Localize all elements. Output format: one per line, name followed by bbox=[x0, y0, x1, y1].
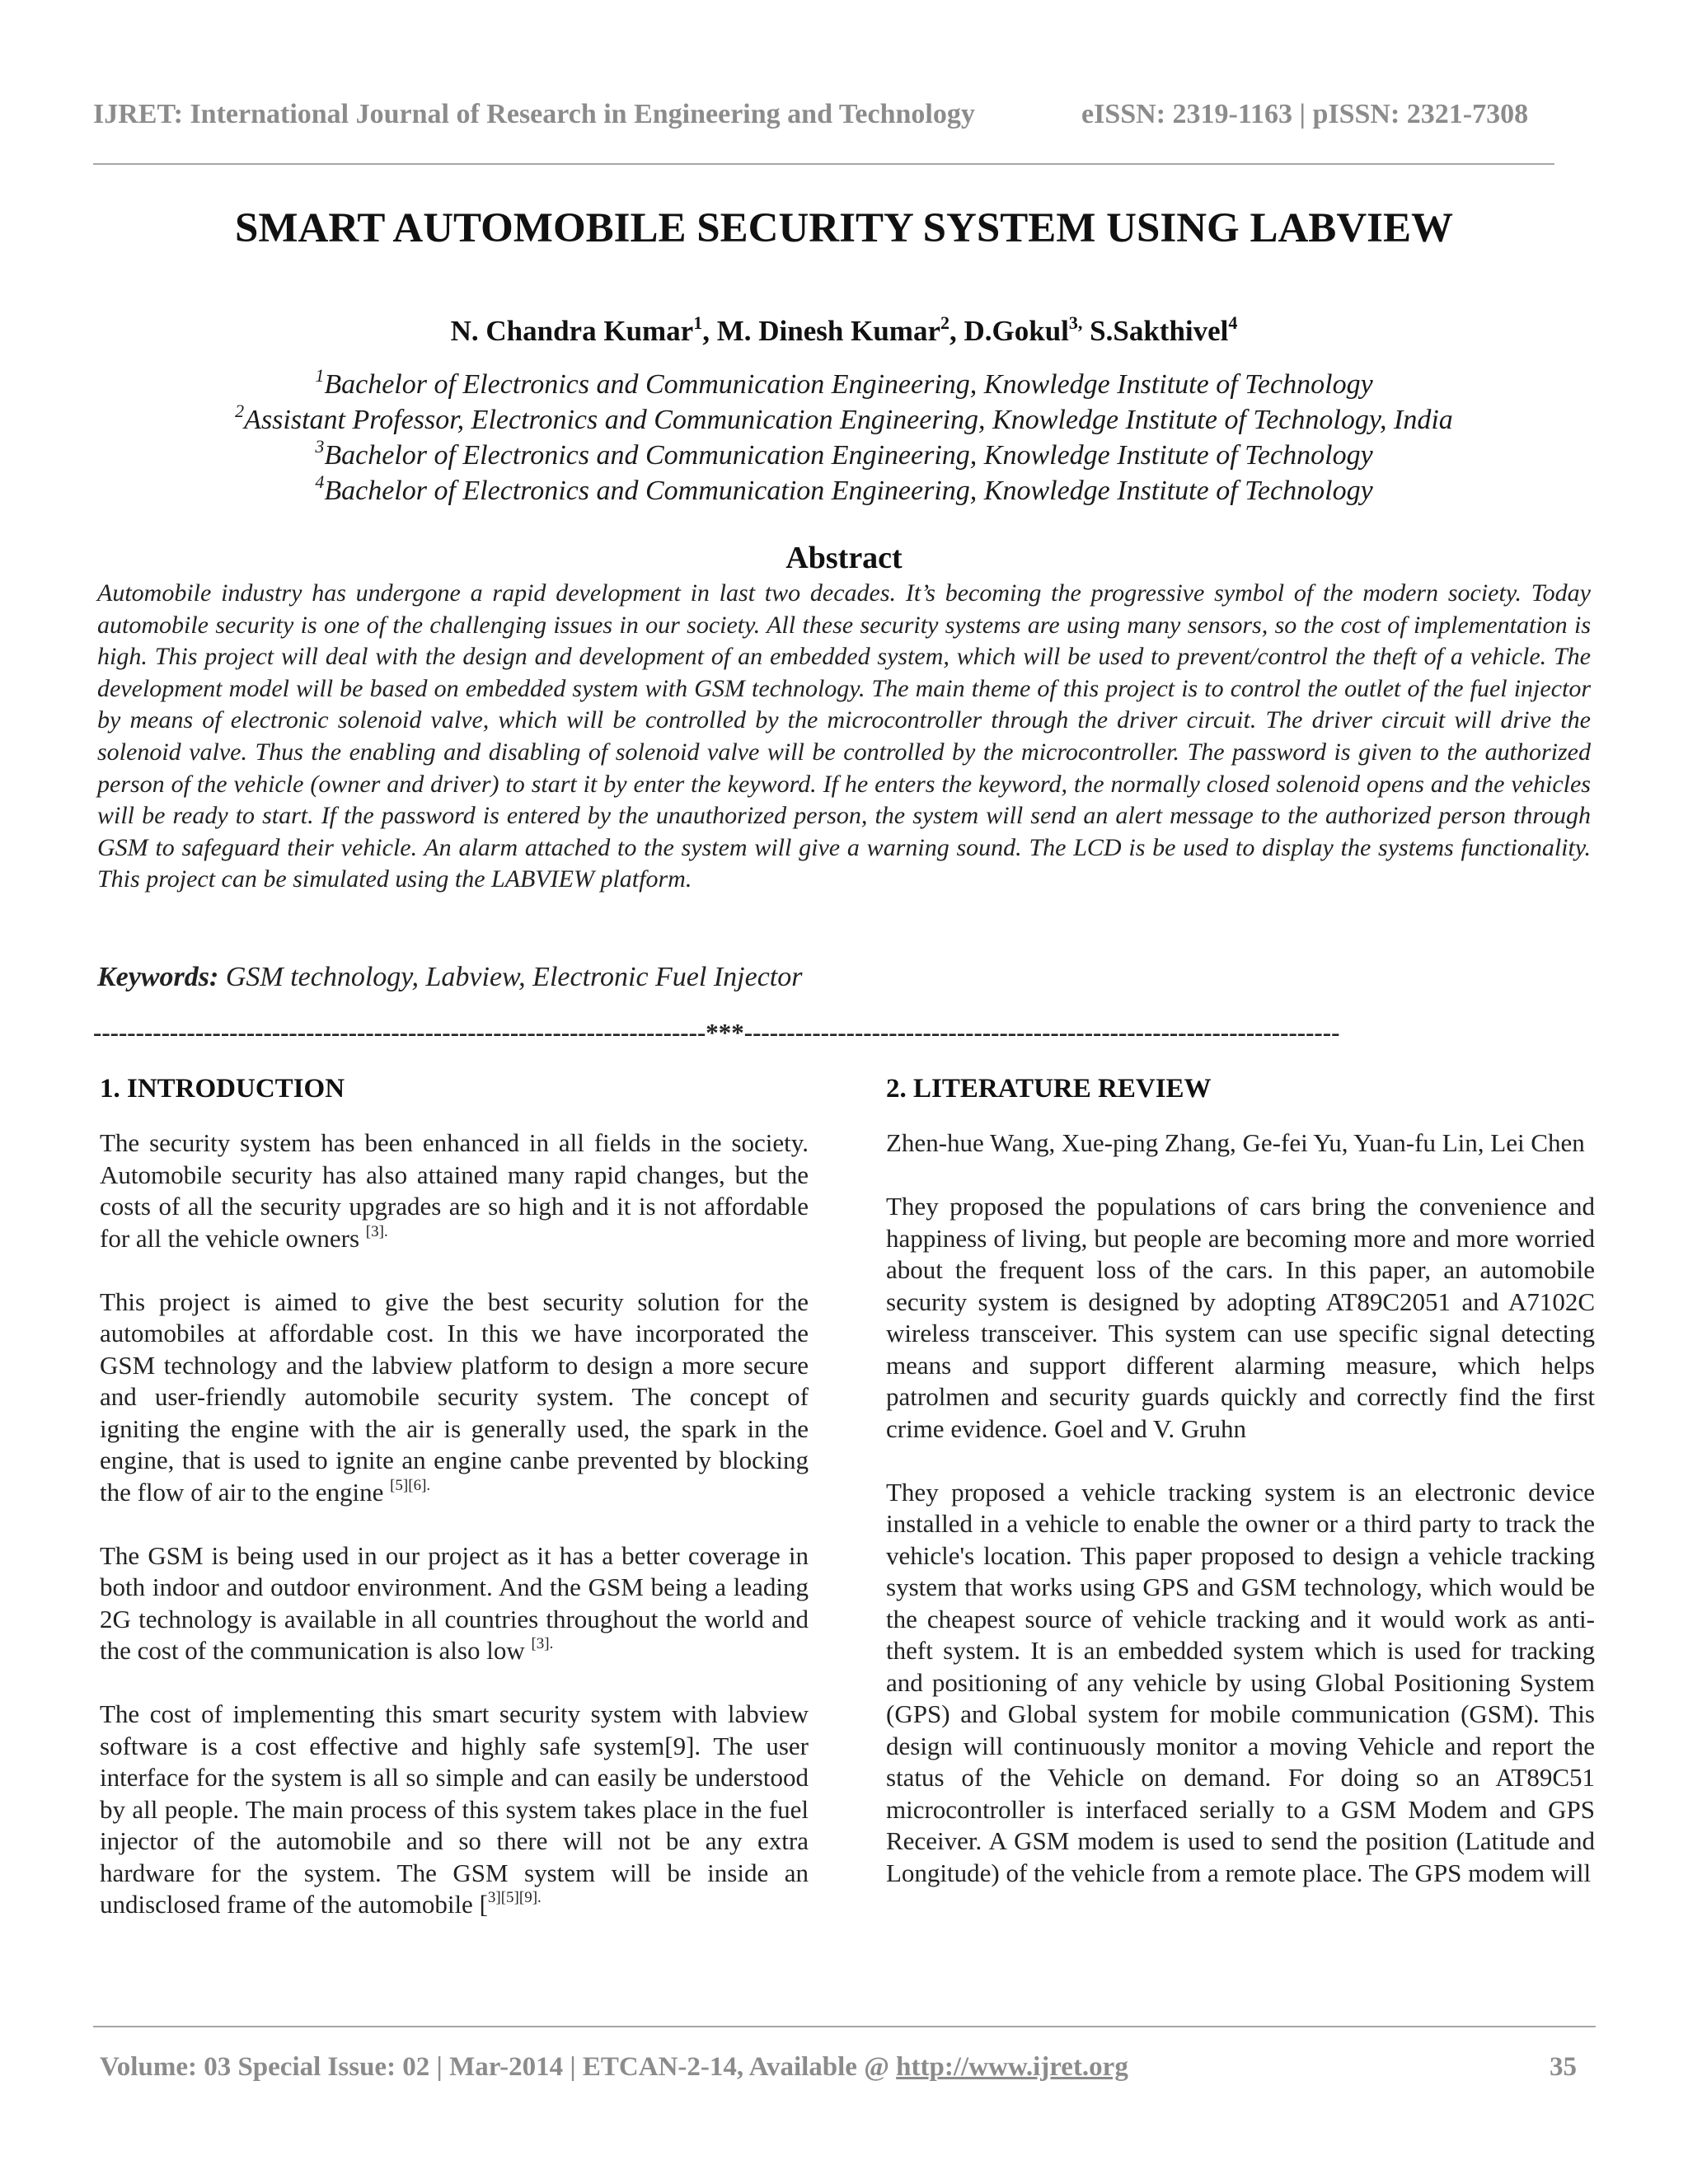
citation: [3]. bbox=[531, 1635, 554, 1652]
paragraph-text: The security system has been enhanced in all fields in the society. Automobile security has also attained many rapid changes, but the costs of all the security upgrades are so high and it is not affordable for all the vehicle owners bbox=[100, 1128, 809, 1253]
keywords-label: Keywords: bbox=[97, 962, 219, 992]
paragraph-text: The GSM is being used in our project as it has a better coverage in both indoor and outdoor environment. And the GSM being a leading 2G technology is available in all countries throughout the world and the cost of the communication is also low bbox=[100, 1540, 809, 1665]
author-name: M. Dinesh Kumar bbox=[716, 315, 940, 347]
section-heading-literature-review: 2. LITERATURE REVIEW bbox=[886, 1074, 1212, 1104]
footer-prefix: Volume: 03 Special Issue: 02 | Mar-2014 | ETCAN-2-14, Available @ bbox=[100, 2052, 897, 2082]
paragraph-text: Zhen-hue Wang, Xue-ping Zhang, Ge-fei Yu, Yuan-fu Lin, Lei Chen bbox=[886, 1128, 1585, 1157]
affiliation-list bbox=[0, 367, 1688, 509]
keywords-text: GSM technology, Labview, Electronic Fuel Injector bbox=[225, 962, 803, 992]
author-sep bbox=[1082, 315, 1090, 347]
author-name: D.Gokul bbox=[964, 315, 1069, 347]
affiliation-text: Bachelor of Electronics and Communication Engineering, Knowledge Institute of Technology bbox=[324, 369, 1373, 400]
paragraph-text: The cost of implementing this smart security system with labview software is a cost effective and highly safe system[9]. The user interface for the system is all so simple and can easily be understood by all people. The main process of this system takes place in the fuel injector of the automobile and so there will not be any extra hardware for the system. The GSM system will be inside an undisclosed frame of the automobile [ bbox=[100, 1699, 809, 1919]
citation: 3][5][9]. bbox=[487, 1889, 542, 1906]
author-sup: 4 bbox=[1228, 312, 1238, 333]
paragraph bbox=[886, 1127, 1595, 1160]
footer-citation bbox=[100, 2052, 1128, 2083]
affiliation-sup: 3 bbox=[315, 436, 325, 457]
abstract-heading: Abstract bbox=[785, 541, 903, 575]
paragraph bbox=[886, 1477, 1595, 1890]
paragraph bbox=[100, 1127, 809, 1254]
affiliation bbox=[0, 402, 1688, 438]
affiliation bbox=[0, 473, 1688, 509]
right-column bbox=[886, 1073, 1595, 1921]
section-separator: ------------------------------------------------------------------------***---------------------------------------------------------------------- bbox=[93, 1018, 1340, 1047]
author-sup: 1 bbox=[693, 312, 703, 333]
author-sep: , bbox=[702, 315, 717, 347]
paragraph bbox=[100, 1699, 809, 1921]
author-sup: 2 bbox=[940, 312, 950, 333]
footer-rule bbox=[93, 2026, 1596, 2027]
journal-link[interactable]: http://www.ijret.org bbox=[896, 2052, 1128, 2082]
affiliation-text: Assistant Professor, Electronics and Communication Engineering, Knowledge Institute of Technology, India bbox=[244, 405, 1453, 435]
affiliation bbox=[0, 438, 1688, 473]
author-sep: , bbox=[949, 315, 964, 347]
keywords bbox=[97, 962, 802, 993]
citation: [3]. bbox=[365, 1222, 388, 1240]
affiliation-sup: 1 bbox=[315, 365, 325, 386]
paragraph-text: This project is aimed to give the best security solution for the automobiles at affordable cost. In this we have incorporated the GSM technology and the labview platform to design a more secure and user-friendly automobile security system. The concept of igniting the engine with the air is generally used, the spark in the engine, that is used to ignite an engine canbe prevented by blocking the flow of air to the engine bbox=[100, 1286, 809, 1507]
author-list bbox=[0, 312, 1688, 348]
page-number: 35 bbox=[1550, 2052, 1577, 2082]
section-heading-introduction: 1. INTRODUCTION bbox=[100, 1074, 345, 1104]
journal-header: IJRET: International Journal of Research in Engineering and Technology bbox=[93, 99, 975, 129]
abstract-body: Automobile industry has undergone a rapid development in last two decades. It’s becoming the progressive symbol of the modern society. Today automobile security is one of the challenging issues in our society. All these security systems are using many sensors, so the cost of implementation is high. This project will deal with the design and development of an embedded system, which will be used to prevent/control the theft of a vehicle. The development model will be based on embedded system with GSM technology. The main theme of this project is to control the outlet of the fuel injector by means of electronic solenoid valve, which will be controlled by the microcontroller through the driver circuit. The driver circuit will drive the solenoid valve. Thus the enabling and disabling of solenoid valve will be controlled by the microcontroller. The password is given to the authorized person of the vehicle (owner and driver) to start it by enter the keyword. If he enters the keyword, the normally closed solenoid opens and the vehicles will be ready to start. If the password is entered by the unauthorized person, the system will send an alert message to the authorized person through GSM to safeguard their vehicle. An alarm attached to the system will give a warning sound. The LCD is be used to display the systems functionality. This project can be simulated using the LABVIEW platform. bbox=[97, 579, 1591, 893]
paragraph-text: They proposed a vehicle tracking system is an electronic device installed in a vehicle to enable the owner or a third party to track the vehicle's location. This paper proposed to design a vehicle tracking system that works using GPS and GSM technology, which would be the cheapest source of vehicle tracking and it would work as anti-theft system. It is an embedded system which is used for tracking and positioning of any vehicle by using Global Positioning System (GPS) and Global system for mobile communication (GSM). This design will continuously monitor a moving Vehicle and report the status of the Vehicle on demand. For doing so an AT89C51 microcontroller is interfaced serially to a GSM Modem and GPS Receiver. A GSM modem is used to send the position (Latitude and Longitude) of the vehicle from a remote place. The GPS modem will bbox=[886, 1477, 1595, 1887]
paragraph bbox=[886, 1191, 1595, 1445]
left-column bbox=[100, 1073, 809, 1952]
citation: [5][6]. bbox=[390, 1476, 431, 1494]
paper-title: SMART AUTOMOBILE SECURITY SYSTEM USING LABVIEW bbox=[234, 205, 1454, 251]
affiliation-sup: 4 bbox=[315, 471, 325, 492]
author-name: S.Sakthivel bbox=[1090, 315, 1229, 347]
paragraph-text: They proposed the populations of cars bring the convenience and happiness of living, but people are becoming more and more worried about the frequent loss of the cars. In this paper, an automobile security system is designed by adopting AT89C2051 and A7102C wireless transceiver. This system can use specific signal detecting means and support different alarming measure, which helps patrolmen and security guards quickly and correctly find the first crime evidence. Goel and V. Gruhn bbox=[886, 1192, 1595, 1443]
author-sup: 3, bbox=[1068, 312, 1083, 333]
paragraph bbox=[100, 1540, 809, 1667]
affiliation bbox=[0, 367, 1688, 402]
header-rule bbox=[93, 163, 1554, 165]
affiliation-text: Bachelor of Electronics and Communication Engineering, Knowledge Institute of Technology bbox=[324, 440, 1373, 471]
affiliation-sup: 2 bbox=[235, 401, 245, 421]
author-name: N. Chandra Kumar bbox=[450, 315, 694, 347]
issn-header: eISSN: 2319-1163 | pISSN: 2321-7308 bbox=[1081, 99, 1529, 129]
affiliation-text: Bachelor of Electronics and Communication Engineering, Knowledge Institute of Technology bbox=[324, 476, 1373, 506]
paragraph bbox=[100, 1286, 809, 1509]
